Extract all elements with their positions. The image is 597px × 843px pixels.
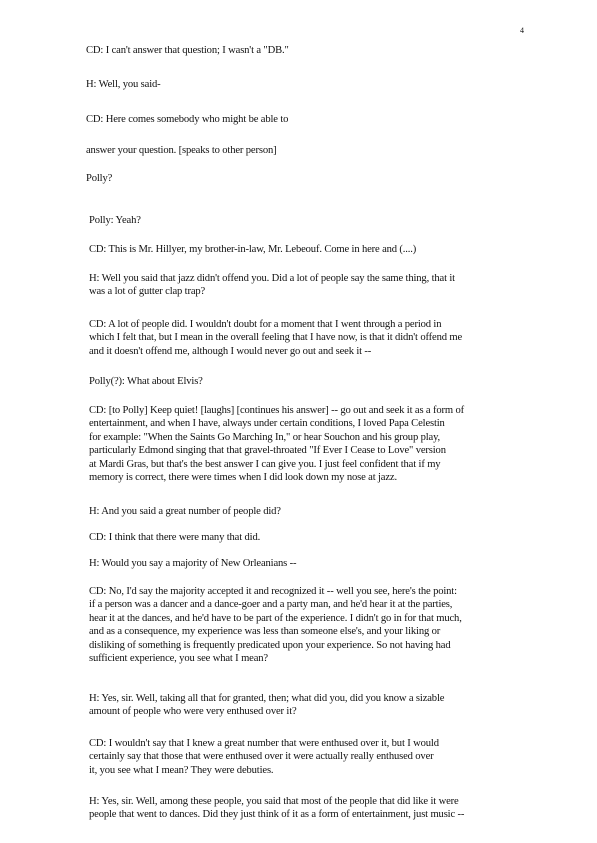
text-line: H: Yes, sir. Well, among these people, you said that most of the people that did like it were bbox=[89, 796, 459, 807]
text-line: it, you see what I mean? They were debuties. bbox=[89, 764, 274, 776]
text-line: people that went to dances. Did they just think of it as a form of entertainment, just music -- bbox=[89, 809, 465, 821]
text-line: H: And you said a great number of people did? bbox=[89, 506, 281, 517]
text-line: CD: I can't answer that question; I wasn't a "DB." bbox=[86, 45, 289, 56]
text-line: answer your question. [speaks to other person] bbox=[86, 145, 277, 156]
text-line: and it doesn't offend me, although I would never go out and seek it -- bbox=[89, 345, 372, 357]
transcript-paragraph bbox=[89, 214, 141, 227]
page-number: 4 bbox=[520, 26, 524, 35]
text-line: Polly(?): What about Elvis? bbox=[89, 376, 203, 387]
transcript-paragraph bbox=[89, 692, 444, 719]
text-line: CD: I think that there were many that did. bbox=[89, 532, 261, 543]
text-line: CD: [to Polly] Keep quiet! [laughs] [continues his answer] -- go out and seek it as a form of bbox=[89, 405, 464, 416]
text-line: Polly? bbox=[86, 173, 113, 184]
transcript-paragraph bbox=[89, 272, 455, 299]
transcript-paragraph bbox=[89, 795, 464, 822]
transcript-paragraph bbox=[89, 557, 296, 570]
transcript-paragraph bbox=[89, 505, 281, 518]
text-line: amount of people who were very enthused over it? bbox=[89, 706, 297, 718]
text-line: at Mardi Gras, but that's the best answer I can give you. I just feel confident that if my bbox=[89, 458, 441, 470]
transcript-paragraph bbox=[86, 78, 161, 91]
text-line: H: Well, you said- bbox=[86, 79, 161, 90]
text-line: which I felt that, but I mean in the overall feeling that I have now, is that it didn't offend me bbox=[89, 332, 463, 344]
transcript-paragraph bbox=[86, 113, 288, 126]
text-line: Polly: Yeah? bbox=[89, 215, 141, 226]
transcript-paragraph bbox=[86, 44, 289, 57]
text-line: CD: A lot of people did. I wouldn't doubt for a moment that I went through a period in bbox=[89, 319, 442, 330]
text-line: disliking of something is frequently predicated upon your experience. So not having had bbox=[89, 639, 451, 651]
transcript-paragraph bbox=[86, 144, 277, 157]
text-line: H: Well you said that jazz didn't offend you. Did a lot of people say the same thing, that it bbox=[89, 273, 455, 284]
transcript-paragraph bbox=[89, 531, 260, 544]
text-line: and as a consequence, my experience was less than someone else's, and your liking or bbox=[89, 626, 441, 638]
text-line: CD: This is Mr. Hillyer, my brother-in-law, Mr. Lebeouf. Come in here and (....) bbox=[89, 244, 417, 255]
transcript-paragraph bbox=[89, 585, 462, 665]
transcript-paragraph bbox=[89, 318, 462, 358]
transcript-paragraph bbox=[89, 404, 464, 484]
text-line: CD: I wouldn't say that I knew a great number that were enthused over it, but I would bbox=[89, 738, 439, 749]
transcript-paragraph bbox=[89, 375, 203, 388]
transcript-paragraph bbox=[89, 737, 439, 777]
text-line: for example: "When the Saints Go Marching In," or hear Souchon and his group play, bbox=[89, 431, 441, 443]
transcript-paragraph bbox=[89, 243, 416, 256]
text-line: was a lot of gutter clap trap? bbox=[89, 286, 206, 298]
text-line: if a person was a dancer and a dance-goer and a party man, and he'd hear it at the parties, bbox=[89, 599, 453, 611]
text-line: memory is correct, there were times when I did look down my nose at jazz. bbox=[89, 472, 397, 484]
text-line: CD: Here comes somebody who might be able to bbox=[86, 114, 289, 125]
text-line: hear it at the dances, and he'd have to be part of the experience. I didn't go in for that much, bbox=[89, 612, 462, 624]
text-line: entertainment, and when I have, always under certain conditions, I loved Papa Celestin bbox=[89, 418, 445, 430]
text-line: CD: No, I'd say the majority accepted it and recognized it -- well you see, here's the point: bbox=[89, 586, 457, 597]
text-line: particularly Edmond singing that that gravel-throated "If Ever I Cease to Love" version bbox=[89, 445, 446, 457]
text-line: sufficient experience, you see what I mean? bbox=[89, 653, 268, 665]
text-line: H: Yes, sir. Well, taking all that for granted, then; what did you, did you know a sizable bbox=[89, 693, 445, 704]
transcript-paragraph bbox=[86, 172, 112, 185]
text-line: H: Would you say a majority of New Orleanians -- bbox=[89, 558, 297, 569]
text-line: certainly say that those that were enthused over it were actually really enthused over bbox=[89, 751, 434, 763]
